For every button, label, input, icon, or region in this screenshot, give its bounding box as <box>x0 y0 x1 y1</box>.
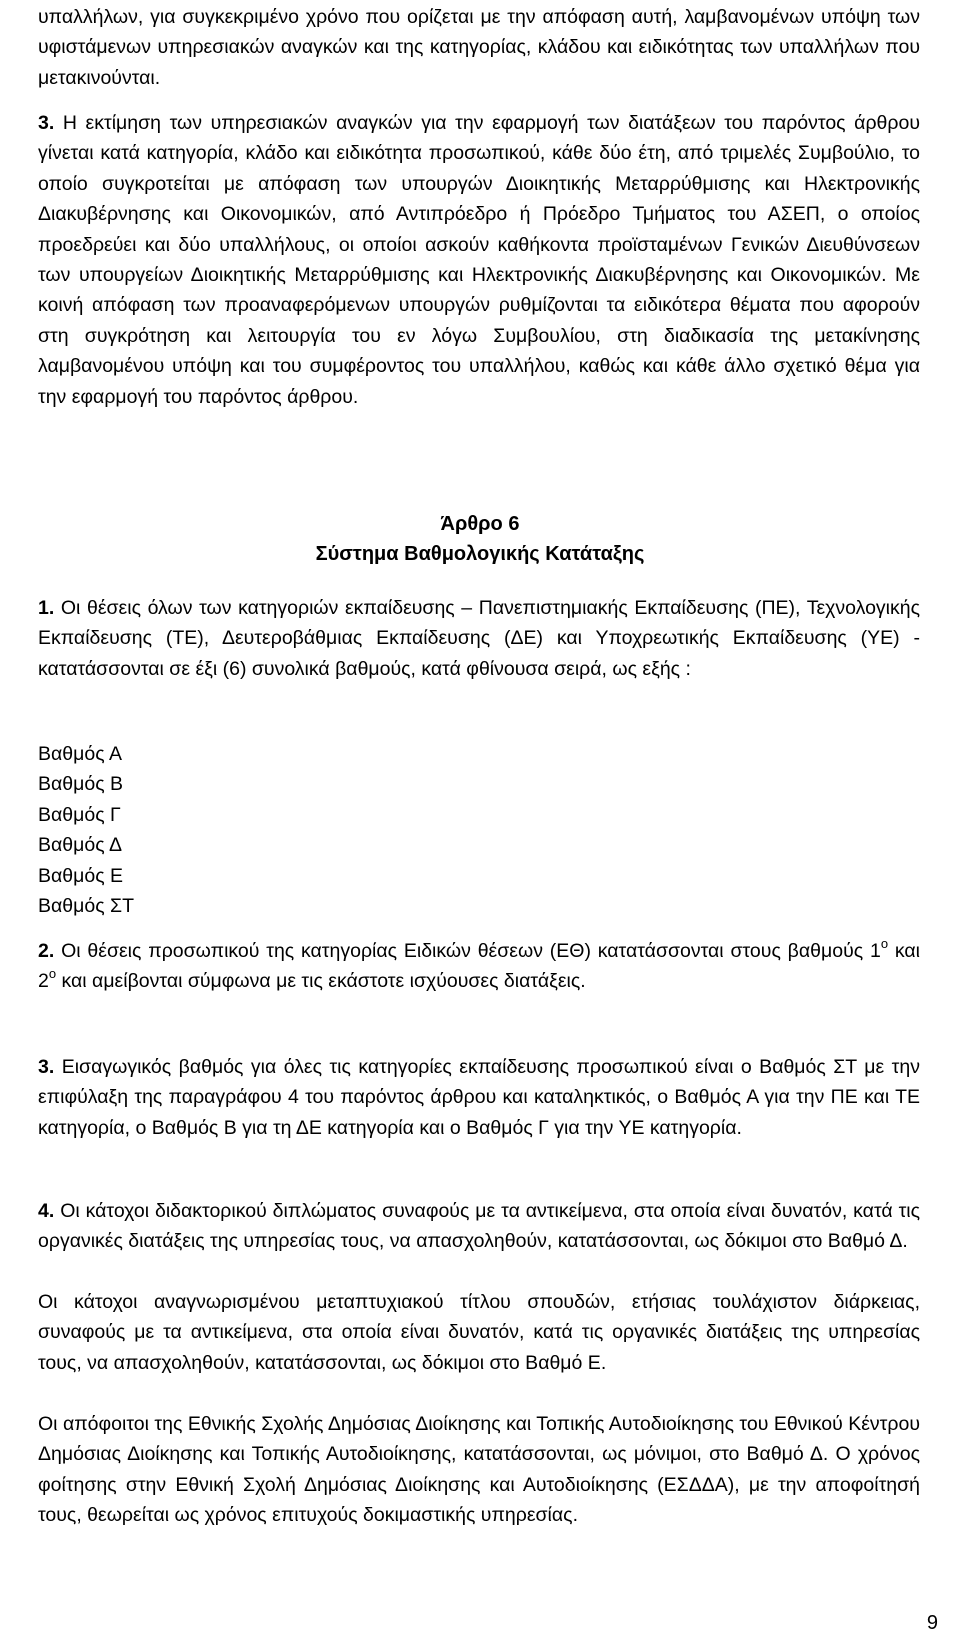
grade-list <box>38 739 438 921</box>
paragraph-number: 4. <box>38 1200 55 1222</box>
article-paragraph-2 <box>38 936 920 997</box>
grade-item: Βαθμός ΣΤ <box>38 894 134 917</box>
paragraph-text-part: και 2 <box>38 940 920 993</box>
article-number: Άρθρο 6 <box>440 513 520 535</box>
article-paragraph-1 <box>38 593 920 684</box>
paragraph-text: Οι κάτοχοι διδακτορικού διπλώματος συναφούς με τα αντικείμενα, στα οποία είναι δυνατόν, κατά τις οργανικές διατάξεις της υπηρεσίας τους, να απασχοληθούν, κατατάσσονται, ως δόκιμοι στο Βαθμό Δ. <box>38 1200 921 1253</box>
article-paragraph-4 <box>38 1196 920 1257</box>
paragraph-number: 3. <box>38 112 55 134</box>
grade-item: Βαθμός Α <box>38 743 122 765</box>
article-paragraph-4-part-2: Οι κάτοχοι αναγνωρισμένου μεταπτυχιακού τίτλου σπουδών, ετήσιας τουλάχιστον διάρκειας, συναφούς με τα αντικείμενα, στα οποία είναι δυνατόν, κατά τις οργανικές διατάξεις της υπηρεσίας τους, να απασχοληθούν, κατατάσσονται, ως δόκιμοι στο Βαθμό Ε. <box>38 1291 920 1374</box>
article-paragraph-3 <box>38 1052 920 1143</box>
grade-item: Βαθμός Β <box>38 773 124 796</box>
grade-item: Βαθμός Ε <box>38 864 124 887</box>
ordinal-superscript: ο <box>48 966 57 982</box>
article-paragraph-4-part-3: Οι απόφοιτοι της Εθνικής Σχολής Δημόσιας Διοίκησης και Τοπικής Αυτοδιοίκησης του Εθνικού Κέντρου Δημόσιας Διοίκησης και Τοπικής Αυτοδιοίκησης, κατατάσσονται, ως μόνιμοι, στο Βαθμό Δ. Ο χρόνος φοίτησης στην Εθνική Σχολή Δημόσιας Διοίκησης και Αυτοδιοίκησης (ΕΣΔΔΑ), με την αποφοίτησή τους, θεωρείται ως χρόνος επιτυχούς δοκιμαστικής υπηρεσίας. <box>38 1413 920 1527</box>
paragraph-continuation: υπαλλήλων, για συγκεκριμένο χρόνο που ορίζεται με την απόφαση αυτή, λαμβανομένων υπόψη των υφιστάμενων υπηρεσιακών αναγκών και της κατηγορίας, κλάδου και ειδικότητας των υπαλλήλων που μετακινούνται. <box>38 6 920 89</box>
paragraph-text: Οι θέσεις όλων των κατηγοριών εκπαίδευσης – Πανεπιστημιακής Εκπαίδευσης (ΠΕ), Τεχνολογικής Εκπαίδευσης (ΤΕ), Δευτεροβάθμιας Εκπαίδευσης (ΔΕ) και Υποχρεωτικής Εκπαίδευσης (ΥΕ) - κατατάσσονται σε έξι (6) συνολικά βαθμούς, κατά φθίνουσα σειρά, ως εξής : <box>38 597 921 680</box>
grade-item: Βαθμός Γ <box>38 803 121 826</box>
paragraph-number: 2. <box>38 940 55 962</box>
paragraph-text-part: και αμείβονται σύμφωνα με τις εκάστοτε ισχύουσες διατάξεις. <box>56 970 586 993</box>
ordinal-superscript: ο <box>880 936 889 951</box>
paragraph-text: Η εκτίμηση των υπηρεσιακών αναγκών για την εφαρμογή των διατάξεων του παρόντος άρθρου γίνεται κατά κατηγορία, κλάδο και ειδικότητα προσωπικού, κάθε δύο έτη, από τριμελές Συμβούλιο, το οποίο συγκροτείται με απόφαση των υπουργών Διοικητικής Μεταρρύθμισης και Ηλεκτρονικής Διακυβέρνησης και Οικονομικών, από Αντιπρόεδρο ή Πρόεδρο Τμήματος του ΑΣΕΠ, ο οποίος προεδρεύει και δύο υπαλλήλους, οι οποίοι ασκούν καθήκοντα προϊσταμένων Γενικών Διευθύνσεων των υπουργείων Διοικητικής Μεταρρύθμισης και Ηλεκτρονικής Διακυβέρνησης και Οικονομικών. Με κοινή απόφαση των προαναφερόμενων υπουργών ρυθμίζονται τα ειδικότερα θέματα που αφορούν στη συγκρότηση και λειτουργία του εν λόγω Συμβουλίου, στη διαδικασία της μετακίνησης λαμβανομένου υπόψη και του συμφέροντος του υπαλλήλου, καθώς και κάθε άλλο σχετικό θέμα για την εφαρμογή του παρόντος άρθρου. <box>38 112 920 408</box>
paragraph-number: 1. <box>38 597 55 619</box>
article-title: Σύστημα Βαθμολογικής Κατάταξης <box>315 543 645 565</box>
paragraph-text: Εισαγωγικός βαθμός για όλες τις κατηγορίες εκπαίδευσης προσωπικού είναι ο Βαθμός ΣΤ με την επιφύλαξη της παραγράφου 4 του παρόντος άρθρου και καταληκτικός, ο Βαθμός Α για την ΠΕ και ΤΕ κατηγορία, ο Βαθμός Β για τη ΔΕ κατηγορία και ο Βαθμός Γ για την ΥΕ κατηγορία. <box>38 1056 920 1139</box>
grade-item: Βαθμός Δ <box>38 834 122 857</box>
paragraph-text-part: Οι θέσεις προσωπικού της κατηγορίας Ειδικών θέσεων (ΕΘ) κατατάσσονται στους βαθμούς 1 <box>61 940 881 962</box>
paragraph-number: 3. <box>38 1056 55 1078</box>
page-number: 9 <box>926 1612 938 1634</box>
paragraph-3 <box>38 108 920 412</box>
